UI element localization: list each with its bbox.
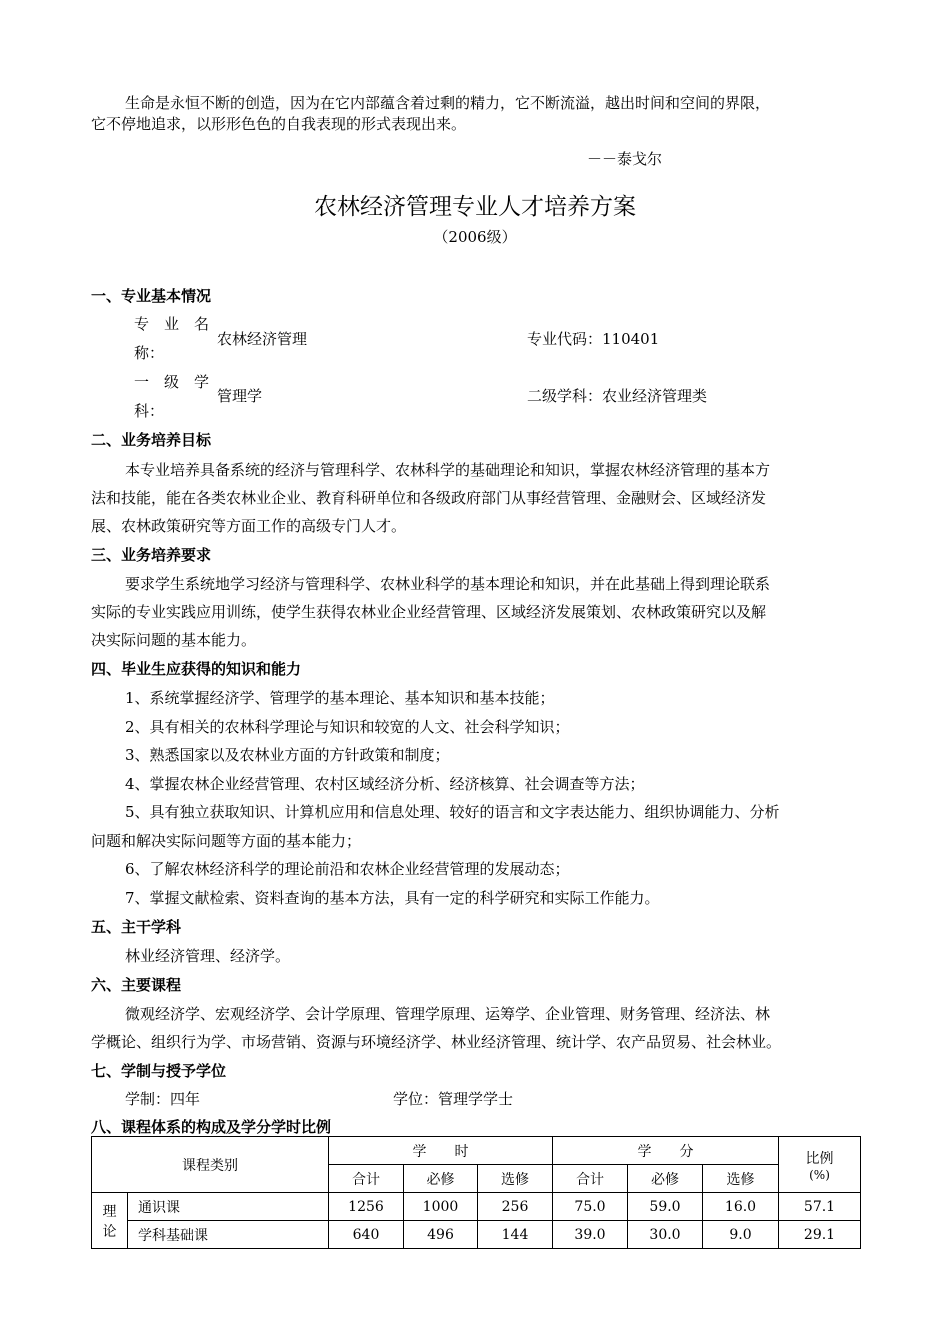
header-ratio — [779, 1137, 861, 1193]
credits-elective: 9.0 — [703, 1221, 779, 1249]
hours-elective: 256 — [478, 1193, 553, 1221]
major-code: 专业代码：110401 — [527, 330, 660, 348]
list-item: 7、掌握文献检索、资料查询的基本方法，具有一定的科学研究和实际工作能力。 — [125, 889, 660, 907]
list-item: 3、熟悉国家以及农林业方面的方针政策和制度； — [125, 746, 450, 764]
discipline-1-label-b: 科： — [134, 402, 165, 420]
section-7-heading: 七、学制与授予学位 — [91, 1062, 227, 1080]
hours-elective: 144 — [478, 1221, 553, 1249]
hours-total: 1256 — [329, 1193, 404, 1221]
paragraph-line: 决实际问题的基本能力。 — [91, 631, 257, 649]
credits-total: 39.0 — [553, 1221, 628, 1249]
ratio-value: 29.1 — [779, 1221, 861, 1249]
degree-awarded: 学位：管理学学士 — [393, 1090, 514, 1108]
header-hours-required: 必修 — [404, 1165, 478, 1193]
header-course-category: 课程类别 — [92, 1137, 329, 1193]
ratio-value: 57.1 — [779, 1193, 861, 1221]
hours-required: 1000 — [404, 1193, 478, 1221]
paragraph-line: 学概论、组织行为学、市场营销、资源与环境经济学、林业经济管理、统计学、农产品贸易、社会林业。 — [91, 1033, 782, 1051]
major-name-label-a: 专 业 名 — [134, 315, 210, 333]
header-ratio-unit: (%) — [809, 1167, 830, 1182]
list-item: 4、掌握农林企业经营管理、农村区域经济分析、经济核算、社会调查等方法； — [125, 775, 645, 793]
header-hours-total: 合计 — [329, 1165, 404, 1193]
hours-total: 640 — [329, 1221, 404, 1249]
discipline-1-label-a: 一 级 学 — [134, 373, 210, 391]
table-row — [92, 1193, 861, 1221]
row-name: 学科基础课 — [128, 1221, 329, 1249]
header-credits: 学 分 — [553, 1137, 779, 1165]
quote-line-2: 它不停地追求，以形形色色的自我表现的形式表现出来。 — [91, 115, 467, 133]
list-item: 2、具有相关的农林科学理论与知识和较宽的人文、社会科学知识； — [125, 718, 570, 736]
paragraph-line: 本专业培养具备系统的经济与管理科学、农林科学的基础理论和知识，掌握农林经济管理的基本方 — [125, 461, 771, 479]
discipline-2: 二级学科：农业经济管理类 — [527, 387, 708, 405]
section-4-heading: 四、毕业生应获得的知识和能力 — [91, 660, 302, 678]
section-2-heading: 二、业务培养目标 — [91, 431, 212, 449]
theory-label-char-1: 理 — [102, 1203, 117, 1220]
document-subtitle: （2006级） — [433, 228, 517, 246]
table-row — [92, 1221, 861, 1249]
major-name-label-b: 称： — [134, 344, 165, 362]
paragraph-line: 微观经济学、宏观经济学、会计学原理、管理学原理、运筹学、企业管理、财务管理、经济法、林 — [125, 1005, 771, 1023]
paragraph-line: 要求学生系统地学习经济与管理科学、农林业科学的基本理论和知识，并在此基础上得到理论联系 — [125, 575, 771, 593]
paragraph-line: 法和技能，能在各类农林业企业、教育科研单位和各级政府部门从事经营管理、金融财会、区域经济发 — [91, 489, 767, 507]
list-item: 1、系统掌握经济学、管理学的基本理论、基本知识和基本技能； — [125, 689, 555, 707]
paragraph-line: 实际的专业实践应用训练，使学生获得农林业企业经营管理、区域经济发展策划、农林政策研究以及解 — [91, 603, 767, 621]
hours-required: 496 — [404, 1221, 478, 1249]
document-title: 农林经济管理专业人才培养方案 — [314, 194, 636, 220]
theory-label-char-2: 论 — [102, 1223, 117, 1240]
study-duration: 学制：四年 — [125, 1090, 201, 1108]
credits-required: 59.0 — [628, 1193, 703, 1221]
quote-line-1: 生命是永恒不断的创造，因为在它内部蕴含着过剩的精力，它不断流溢，越出时间和空间的界限， — [125, 94, 771, 112]
list-item: 6、了解农林经济科学的理论前沿和农林企业经营管理的发展动态； — [125, 860, 570, 878]
header-credits-required: 必修 — [628, 1165, 703, 1193]
paragraph-line: 展、农林政策研究等方面工作的高级专门人才。 — [91, 517, 407, 535]
section-8-heading: 八、课程体系的构成及学分学时比例 — [91, 1118, 332, 1136]
credits-total: 75.0 — [553, 1193, 628, 1221]
header-hours: 学 时 — [329, 1137, 553, 1165]
section-5-text: 林业经济管理、经济学。 — [125, 947, 291, 965]
section-3-heading: 三、业务培养要求 — [91, 546, 212, 564]
header-hours-elective: 选修 — [478, 1165, 553, 1193]
discipline-1-value: 管理学 — [217, 387, 263, 405]
section-1-heading: 一、专业基本情况 — [91, 287, 212, 305]
row-name: 通识课 — [128, 1193, 329, 1221]
quote-author: －－泰戈尔 — [587, 150, 663, 168]
list-item: 问题和解决实际问题等方面的基本能力； — [91, 832, 362, 850]
header-credits-total: 合计 — [553, 1165, 628, 1193]
course-structure-table — [91, 1136, 861, 1249]
theory-group-label — [92, 1193, 128, 1249]
header-ratio-label: 比例 — [805, 1150, 834, 1167]
table-header-row — [92, 1137, 861, 1165]
section-5-heading: 五、主干学科 — [91, 918, 182, 936]
credits-elective: 16.0 — [703, 1193, 779, 1221]
header-credits-elective: 选修 — [703, 1165, 779, 1193]
credits-required: 30.0 — [628, 1221, 703, 1249]
major-name-value: 农林经济管理 — [217, 330, 308, 348]
section-6-heading: 六、主要课程 — [91, 976, 182, 994]
list-item: 5、具有独立获取知识、计算机应用和信息处理、较好的语言和文字表达能力、组织协调能力、分析 — [125, 803, 780, 821]
